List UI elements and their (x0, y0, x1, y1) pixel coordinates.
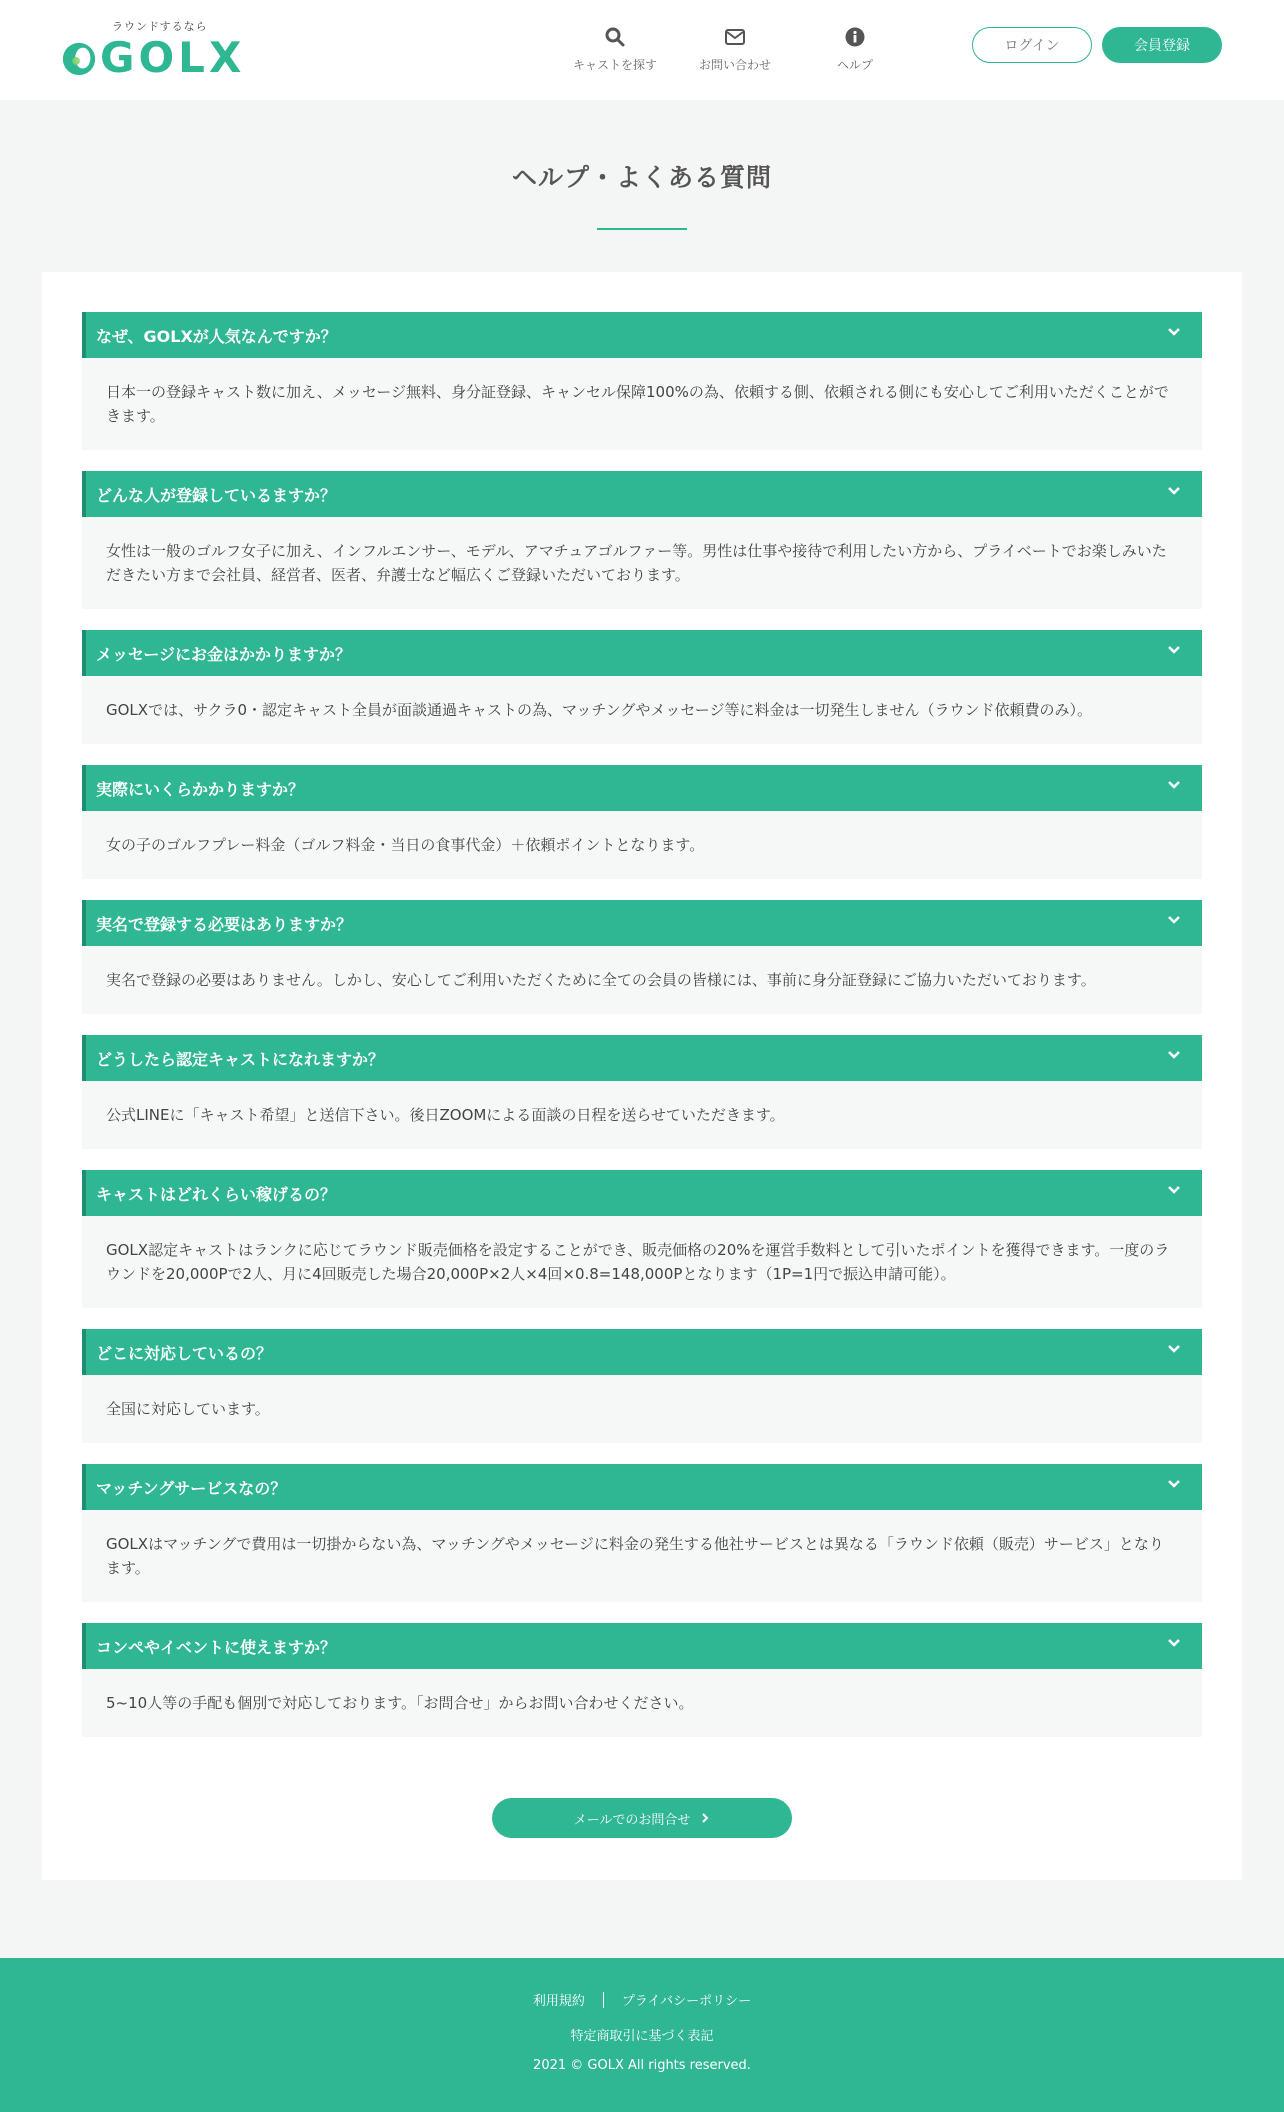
footer-privacy-link[interactable]: プライバシーポリシー (621, 1994, 752, 2009)
faq-answer: GOLXはマッチングで費用は一切掛からない為、マッチングやメッセージに料金の発生する他社サービスとは異なる「ラウンド依頼（販売）サービス」となります。 (82, 1510, 1202, 1602)
nav-help-label: ヘルプ (836, 58, 873, 72)
title-underline (597, 228, 687, 230)
faq-question[interactable] (82, 312, 1202, 358)
faq-question-text: どうしたら認定キャストになれますか？ (96, 1049, 385, 1069)
chevron-down-icon (1166, 1341, 1182, 1357)
faq-question-text: どんな人が登録しているますか？ (96, 485, 337, 505)
faq-question-text: 実際にいくらかかりますか？ (96, 779, 305, 799)
login-button[interactable]: ログイン (972, 27, 1092, 63)
faq-question[interactable] (82, 1035, 1202, 1081)
footer-terms-link[interactable]: 利用規約 (532, 1994, 585, 2009)
faq-question[interactable] (82, 1623, 1202, 1669)
faq-item (82, 1623, 1202, 1737)
faq-card (42, 272, 1242, 1880)
faq-answer: 実名で登録の必要はありません。しかし、安心してご利用いただくために全ての会員の皆様には、事前に身分証登録にご協力いただいております。 (82, 946, 1202, 1014)
site-header (0, 0, 1284, 100)
chevron-down-icon (1166, 1476, 1182, 1492)
footer-links (0, 1990, 1284, 2009)
footer-divider (603, 1992, 604, 2008)
register-button[interactable]: 会員登録 (1102, 27, 1222, 63)
faq-item (82, 765, 1202, 879)
mail-icon (724, 26, 746, 48)
faq-list (82, 312, 1202, 1737)
logo-text: GOLX (100, 33, 246, 82)
info-icon (844, 26, 866, 48)
faq-answer: 日本一の登録キャスト数に加え、メッセージ無料、身分証登録、キャンセル保障100%の為、依頼する側、依頼される側にも安心してご利用いただくことができます。 (82, 358, 1202, 450)
faq-item (82, 1329, 1202, 1443)
faq-item (82, 1035, 1202, 1149)
nav-contact[interactable] (675, 22, 795, 73)
email-contact-button[interactable] (492, 1798, 792, 1838)
logo-tagline: ラウンドするなら (112, 20, 208, 33)
faq-question[interactable] (82, 1170, 1202, 1216)
faq-answer: 5~10人等の手配も個別で対応しております。「お問合せ」からお問い合わせください。 (82, 1669, 1202, 1737)
footer-copyright: 2021 © GOLX All rights reserved. (533, 2058, 751, 2073)
chevron-right-icon (700, 1812, 710, 1824)
site-footer (0, 1958, 1284, 2112)
faq-question[interactable] (82, 900, 1202, 946)
faq-item (82, 900, 1202, 1014)
footer-legal-link[interactable]: 特定商取引に基づく表記 (570, 2029, 714, 2044)
faq-item (82, 630, 1202, 744)
nav-help[interactable] (795, 22, 915, 73)
chevron-down-icon (1166, 642, 1182, 658)
faq-question-text: コンペやイベントに使えますか？ (96, 1637, 337, 1657)
chevron-down-icon (1166, 483, 1182, 499)
faq-question-text: キャストはどれくらい稼げるの？ (96, 1184, 337, 1204)
faq-question-text: マッチングサービスなの？ (96, 1478, 287, 1498)
faq-item (82, 471, 1202, 609)
faq-answer: GOLX認定キャストはランクに応じてラウンド販売価格を設定することができ、販売価格の20%を運営手数料として引いたポイントを獲得できます。一度のラウンドを20,000Pで2人、月に4回販売した場合20,000P×2人×4回×0.8=148,000Pとなります（1P=1円で振込申請可能）。 (82, 1216, 1202, 1308)
chevron-down-icon (1166, 1182, 1182, 1198)
nav-find-cast[interactable] (555, 22, 675, 73)
faq-question-text: メッセージにお金はかかりますか？ (96, 644, 352, 664)
faq-question[interactable] (82, 1329, 1202, 1375)
faq-item (82, 312, 1202, 450)
search-icon (604, 26, 626, 48)
chevron-down-icon (1166, 1635, 1182, 1651)
main-nav (555, 22, 915, 73)
nav-contact-label: お問い合わせ (698, 58, 771, 72)
logo-mark-icon (60, 40, 98, 78)
faq-question[interactable] (82, 1464, 1202, 1510)
faq-question[interactable] (82, 630, 1202, 676)
chevron-down-icon (1166, 777, 1182, 793)
faq-question[interactable] (82, 765, 1202, 811)
nav-find-cast-label: キャストを探す (572, 58, 657, 72)
faq-item (82, 1464, 1202, 1602)
email-contact-label: メールでのお問合せ (573, 1812, 691, 1828)
faq-item (82, 1170, 1202, 1308)
faq-question-text: どこに対応しているの？ (96, 1343, 273, 1363)
faq-answer: 女の子のゴルフプレー料金（ゴルフ料金・当日の食事代金）＋依頼ポイントとなります。 (82, 811, 1202, 879)
logo[interactable] (60, 18, 260, 88)
faq-question-text: 実名で登録する必要はありますか？ (96, 914, 353, 934)
chevron-down-icon (1166, 324, 1182, 340)
faq-answer: GOLXでは、サクラ0・認定キャスト全員が面談通過キャストの為、マッチングやメッセージ等に料金は一切発生しません（ラウンド依頼費のみ）。 (82, 676, 1202, 744)
faq-answer: 全国に対応しています。 (82, 1375, 1202, 1443)
chevron-down-icon (1166, 912, 1182, 928)
faq-question-text: なぜ、GOLXが人気なんですか？ (96, 326, 337, 346)
chevron-down-icon (1166, 1047, 1182, 1063)
page-title: ヘルプ・よくある質問 (511, 163, 772, 192)
faq-answer: 公式LINEに「キャスト希望」と送信下さい。後日ZOOMによる面談の日程を送らせていただきます。 (82, 1081, 1202, 1149)
faq-answer: 女性は一般のゴルフ女子に加え、インフルエンサー、モデル、アマチュアゴルファー等。男性は仕事や接待で利用したい方から、プライベートでお楽しみいただきたい方まで会社員、経営者、医者、弁護士など幅広くご登録いただいております。 (82, 517, 1202, 609)
faq-question[interactable] (82, 471, 1202, 517)
